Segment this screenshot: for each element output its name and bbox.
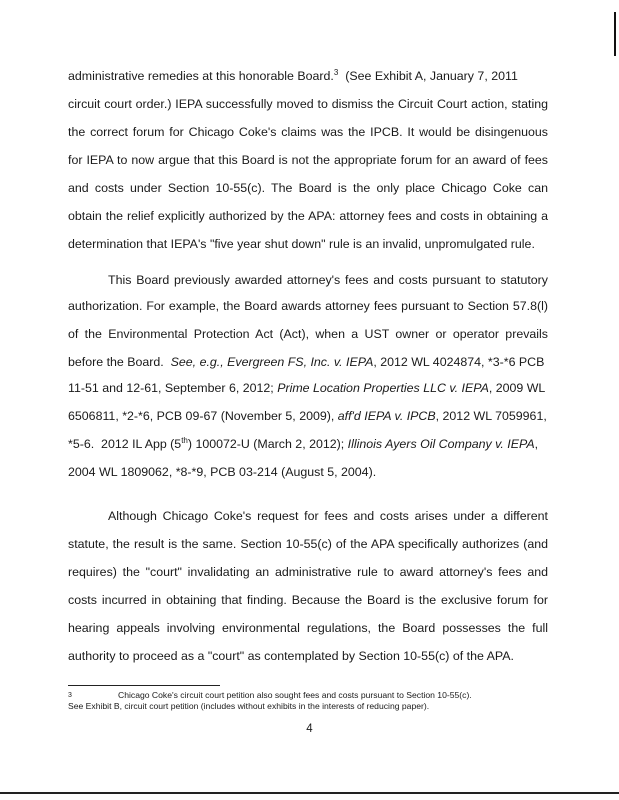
footnote-line-2: See Exhibit B, circuit court petition (includes without exhibits in the interests of reducing paper). bbox=[68, 701, 430, 711]
case-citation: See, e.g., Evergreen FS, Inc. v. IEPA bbox=[170, 355, 374, 369]
footnote-divider bbox=[68, 685, 220, 686]
paragraph-2-line-8: 2004 WL 1809062, *8-*9, PCB 03-214 (August 5, 2004). bbox=[68, 465, 377, 479]
paragraph-3-line-1: Although Chicago Coke's request for fees and costs arises under a different bbox=[108, 509, 548, 523]
case-citation: Prime Location Properties LLC v. IEPA bbox=[277, 381, 489, 395]
page-number: 4 bbox=[306, 723, 313, 735]
paragraph-1-line-1: administrative remedies at this honorable Board.$^3$ (See Exhibit A, January 7, 2011 bbox=[68, 67, 518, 83]
scan-edge-mark bbox=[614, 12, 616, 56]
paragraph-2-line-3: of the Environmental Protection Act (Act), when a UST owner or operator prevails bbox=[68, 327, 548, 341]
paragraph-1-line-5: and costs under Section 10-55(c). The Board is the only place Chicago Coke can bbox=[68, 181, 548, 195]
footnote-line-1: 3 Chicago Coke's circuit court petition also sought fees and costs pursuant to Section 10-55(c). bbox=[68, 690, 472, 700]
paragraph-1-line-6: obtain the relief explicitly authorized by the APA: attorney fees and costs in obtaining a bbox=[68, 209, 548, 223]
footnote-reference: 3 bbox=[333, 67, 339, 77]
paragraph-1-line-2: circuit court order.) IEPA successfully moved to dismiss the Circuit Court action, stating bbox=[68, 97, 548, 111]
case-citation: aff'd IEPA v. IPCB bbox=[337, 409, 436, 423]
case-citation: Illinois Ayers Oil Company v. IEPA bbox=[347, 437, 535, 451]
paragraph-2-line-4: before the Board. See, e.g., Evergreen FS, Inc. v. IEPA, 2012 WL 4024874, *3-*6 PCB bbox=[68, 355, 545, 369]
footnote-mark: 3 bbox=[68, 692, 72, 699]
paragraph-3-line-3: requires) the "court" invalidating an administrative rule to award attorney's fees and bbox=[68, 565, 548, 579]
paragraph-3-line-2: statute, the result is the same. Section 10-55(c) of the APA specifically authorizes (and bbox=[68, 537, 548, 551]
paragraph-2-line-2: authorization. For example, the Board awards attorney fees pursuant to Section 57.8(l) bbox=[68, 299, 548, 313]
paragraph-2-line-5: 11-51 and 12-61, September 6, 2012; Prime Location Properties LLC v. IEPA, 2009 WL bbox=[68, 381, 546, 395]
scan-bottom-edge bbox=[0, 792, 619, 794]
paragraph-3-line-6: authority to proceed as a "court" as contemplated by Section 10-55(c) of the APA. bbox=[68, 649, 514, 663]
paragraph-2-line-6: 6506811, *2-*6, PCB 09-67 (November 5, 2009), aff'd IEPA v. IPCB, 2012 WL 7059961, bbox=[68, 409, 547, 423]
paragraph-2-line-1: This Board previously awarded attorney's fees and costs pursuant to statutory bbox=[108, 273, 548, 287]
paragraph-1-line-3: the correct forum for Chicago Coke's claims was the IPCB. It would be disingenuous bbox=[68, 125, 548, 139]
paragraph-3-line-5: hearing appeals involving environmental regulations, the Board possesses the full bbox=[68, 621, 548, 635]
paragraph-3-line-4: costs incurred in obtaining that finding. Because the Board is the exclusive forum for bbox=[68, 593, 548, 607]
paragraph-1-line-7: determination that IEPA's "five year shut down" rule is an invalid, unpromulgated rule. bbox=[68, 237, 535, 251]
paragraph-1-line-4: for IEPA to now argue that this Board is not the appropriate forum for an award of fees bbox=[68, 153, 548, 167]
paragraph-2-line-7: *5-6. 2012 IL App (5th) 100072-U (March 2, 2012); Illinois Ayers Oil Company v. IEPA, bbox=[68, 435, 539, 451]
